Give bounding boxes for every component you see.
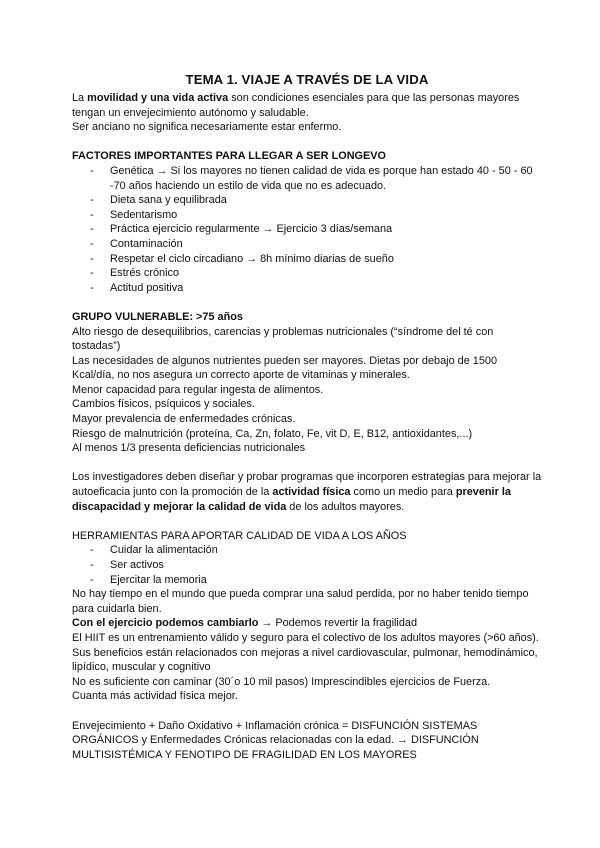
investigadores-text: Los investigadores deben diseñar y probar programas que incorporen estrategias para mejorar la autoeficacia junto con la promoción de la (72, 471, 542, 499)
herramientas-heading: HERRAMIENTAS PARA APORTAR CALIDAD DE VIDA A LOS AÑOS (72, 529, 407, 542)
intro-second-line: Ser anciano no significa necesariamente estar enfermo. (72, 121, 342, 134)
spacer (72, 135, 542, 150)
spacer (72, 514, 542, 529)
intro-bold: movilidad y una vida activa (87, 92, 229, 104)
spacer (72, 295, 542, 310)
investigadores-bold: actividad física (272, 486, 351, 499)
document-content (72, 72, 542, 762)
factores-list (72, 164, 542, 295)
grupo-line: Alto riesgo de desequilibrios, carencias y problemas nutricionales (“síndrome del té con tostadas”) (72, 325, 494, 353)
list-item: - Dieta sana y equilibrada (90, 193, 542, 208)
list-item: - Práctica ejercicio regularmente → Ejercicio 3 días/semana (90, 222, 542, 237)
herramientas-line: Cuanta más actividad física mejor. (72, 690, 238, 703)
final-paragraph: Envejecimiento + Daño Oxidativo + Inflamación crónica = DISFUNCIÓN SISTEMAS ORGÁNICOS y Enfermedades Crónicas relacionadas con la edad. → DISFUNCIÓN MULTISISTÉMICA Y FENOTIPO DE FRAGILIDAD EN LOS MAYORES (72, 719, 479, 761)
herramientas-line: El HIIT es un entrenamiento válido y seguro para el colectivo de los adultos mayores (>60 años). Sus beneficios están relacionados con mejoras a nivel cardiovascular, pulmonar, hemodinámico, lipídico, muscular y cognitivo (72, 631, 539, 674)
list-item: - Estrés crónico (90, 266, 542, 281)
ejercicio-bold: Con el ejercicio podemos cambiarlo (72, 617, 259, 630)
herramientas-list (72, 543, 542, 587)
grupo-line: Al menos 1/3 presenta deficiencias nutricionales (72, 442, 306, 455)
grupo-line: Mayor prevalencia de enfermedades crónicas. (72, 413, 296, 426)
spacer (72, 704, 542, 719)
list-item: - Sedentarismo (90, 208, 542, 223)
spacer (72, 456, 542, 471)
list-item: - Contaminación (90, 237, 542, 252)
herramientas-line: No es suficiente con caminar (30´o 10 mil pasos) Imprescindibles ejercicios de Fuerza. (72, 675, 491, 688)
investigadores-text-mid: como un medio para (350, 486, 456, 499)
intro-text-rest: son condiciones esenciales para que las personas mayores tengan un envejecimiento autónomo y saludable. (72, 92, 520, 119)
grupo-line: Cambios físicos, psíquicos y sociales. (72, 398, 255, 411)
grupo-line: Menor capacidad para regular ingesta de alimentos. (72, 383, 324, 396)
grupo-heading: GRUPO VULNERABLE: >75 años (72, 310, 243, 323)
factores-heading: FACTORES IMPORTANTES PARA LLEGAR A SER LONGEVO (72, 150, 387, 163)
investigadores-paragraph (72, 470, 542, 514)
investigadores-bold-2: prevenir la discapacidad y mejorar la calidad de vida (72, 486, 511, 513)
list-item: - Ejercitar la memoria (90, 573, 542, 588)
grupo-line: Las necesidades de algunos nutrientes pueden ser mayores. Dietas por debajo de 1500 Kcal/día, no nos asegura un correcto aporte de vitaminas y minerales. (72, 354, 498, 382)
list-item: - Actitud positiva (90, 281, 542, 296)
grupo-line: Riesgo de malnutrición (proteína, Ca, Zn, folato, Fe, vit D, E, B12, antioxidantes,...) (72, 427, 473, 440)
list-item: - Ser activos (90, 558, 542, 573)
intro-text: La (72, 92, 88, 104)
list-item: - Genética → Si los mayores no tienen calidad de vida es porque han estado 40 - 50 - 60 -70 años haciendo un estilo de vida que no es adecuado. (90, 164, 542, 193)
intro-paragraph (72, 91, 542, 120)
ejercicio-text: → Podemos revertir la fragilidad (258, 617, 418, 630)
list-item: - Respetar el ciclo circadiano → 8h mínimo diarias de sueño (90, 252, 542, 267)
herramientas-line-ejercicio (72, 616, 542, 631)
herramientas-line: No hay tiempo en el mundo que pueda comprar una salud perdida, por no haber tenido tiempo para cuidarla bien. (72, 588, 529, 615)
list-item: - Cuidar la alimentación (90, 543, 542, 558)
page-title: TEMA 1. VIAJE A TRAVÉS DE LA VIDA (185, 72, 429, 87)
investigadores-text-end: de los adultos mayores. (286, 500, 405, 513)
